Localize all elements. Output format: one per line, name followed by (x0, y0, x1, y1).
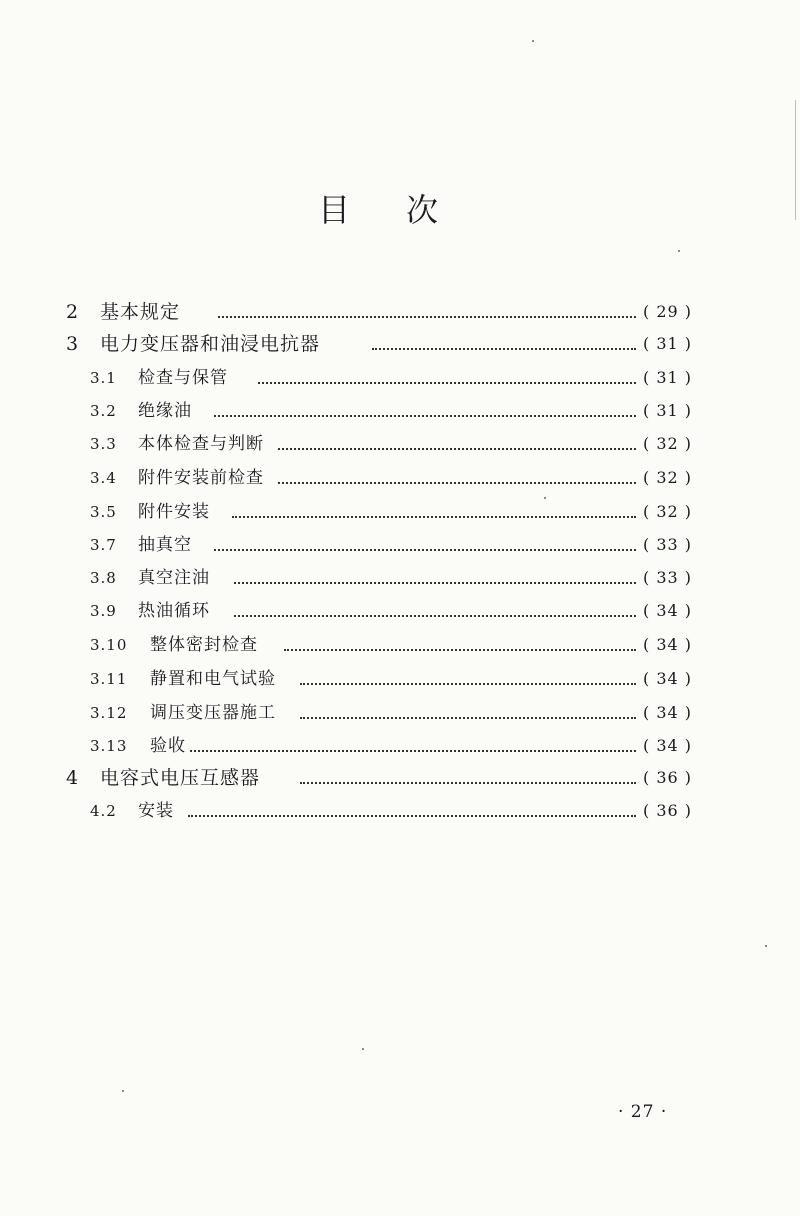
toc-label: 调压变压器施工 (150, 703, 276, 723)
toc-leader-dots (214, 415, 636, 417)
toc-number: 3.8 (90, 569, 117, 587)
toc-label: 电容式电压互感器 (100, 767, 261, 789)
toc-leader-dots (188, 815, 636, 817)
toc-label: 绝缘油 (138, 401, 192, 421)
toc-number: 3.3 (90, 435, 117, 453)
toc-number: 2 (66, 301, 79, 323)
toc-page: ( 34 ) (642, 703, 692, 722)
toc-entry-3-7[interactable] (0, 531, 800, 559)
toc-number: 3.1 (90, 369, 117, 387)
toc-number: 3.10 (90, 636, 128, 654)
toc-leader-dots (234, 615, 636, 617)
toc-entry-3-11[interactable] (0, 665, 800, 693)
scan-speck (765, 945, 767, 947)
toc-label: 真空注油 (138, 568, 210, 588)
toc-entry-3-2[interactable] (0, 397, 800, 425)
toc-page: ( 32 ) (642, 502, 692, 521)
toc-number: 3.11 (90, 670, 128, 688)
toc-label: 静置和电气试验 (150, 669, 276, 689)
toc-label: 本体检查与判断 (138, 434, 264, 454)
toc-entry-2[interactable] (0, 298, 800, 326)
toc-label[interactable]: 整体密封检查 (150, 635, 258, 655)
toc-page: ( 33 ) (642, 568, 692, 587)
toc-page: ( 34 ) (642, 669, 692, 688)
toc-label: 热油循环 (138, 601, 210, 621)
toc-page: ( 34 ) (642, 601, 692, 620)
toc-entry-3-13[interactable] (0, 732, 800, 760)
toc-leader-dots (232, 516, 636, 518)
toc-number: 3.13 (90, 737, 128, 755)
toc-leader-dots (372, 348, 636, 350)
toc-entry-4-2[interactable] (0, 797, 800, 825)
toc-leader-dots (258, 382, 636, 384)
toc-entry-3-8[interactable] (0, 564, 800, 592)
toc-label: 验收 (150, 736, 186, 756)
toc-entry-3-1[interactable] (0, 364, 800, 392)
toc-page: ( 32 ) (642, 434, 692, 453)
toc-page: ( 32 ) (642, 468, 692, 487)
toc-number: 3.2 (90, 402, 117, 420)
toc-leader-dots (278, 448, 636, 450)
toc-page: ( 29 ) (642, 302, 692, 321)
scan-speck (532, 40, 534, 42)
scan-speck (678, 250, 680, 252)
toc-label: 检查与保管 (138, 368, 228, 388)
toc-leader-dots (278, 482, 636, 484)
toc-label: 电力变压器和油浸电抗器 (100, 333, 321, 355)
toc-entry-3-4[interactable] (0, 464, 800, 492)
toc-page: ( 33 ) (642, 535, 692, 554)
toc-page: ( 31 ) (642, 368, 692, 387)
toc-leader-dots (300, 717, 636, 719)
toc-leader-dots (218, 316, 636, 318)
title-char-1: 目 (318, 191, 351, 229)
toc-number: 4 (66, 767, 79, 789)
toc-leader-dots (190, 750, 636, 752)
toc-number: 3.9 (90, 602, 117, 620)
toc-number: 3.5 (90, 503, 117, 521)
scan-speck (544, 497, 546, 499)
scan-speck (122, 1090, 124, 1092)
toc-label: 附件安装前检查 (138, 468, 264, 488)
toc-entry-3[interactable] (0, 330, 800, 358)
toc-leader-dots (214, 549, 636, 551)
toc-entry-3-10[interactable] (0, 631, 800, 659)
toc-page: ( 36 ) (642, 801, 692, 820)
toc-leader-dots (284, 649, 636, 651)
toc-number: 3.7 (90, 536, 117, 554)
footer-page-number: · 27 · (618, 1102, 668, 1122)
toc-leader-dots (234, 582, 636, 584)
toc-entry-3-12[interactable] (0, 699, 800, 727)
toc-number: 4.2 (90, 802, 117, 820)
toc-number: 3.4 (90, 469, 117, 487)
toc-entry-3-9[interactable] (0, 597, 800, 625)
toc-label: 抽真空 (138, 535, 192, 555)
toc-page: ( 31 ) (642, 401, 692, 420)
toc-page: ( 34 ) (642, 736, 692, 755)
toc-entry-3-3[interactable] (0, 430, 800, 458)
toc-entry-4[interactable] (0, 764, 800, 792)
toc-label: 附件安装 (138, 502, 210, 522)
toc-leader-dots (300, 683, 636, 685)
toc-entry-3-5[interactable] (0, 498, 800, 526)
toc-page: ( 31 ) (642, 334, 692, 353)
toc-label: 基本规定 (100, 301, 181, 323)
toc-label: 安装 (138, 801, 174, 821)
toc-page: ( 36 ) (642, 768, 692, 787)
toc-number: 3 (66, 333, 79, 355)
toc-number: 3.12 (90, 704, 128, 722)
title-char-2: 次 (406, 191, 439, 229)
toc-leader-dots (300, 782, 636, 784)
scan-speck (362, 1048, 364, 1050)
page-title (0, 188, 800, 238)
toc-page: ( 34 ) (642, 635, 692, 654)
